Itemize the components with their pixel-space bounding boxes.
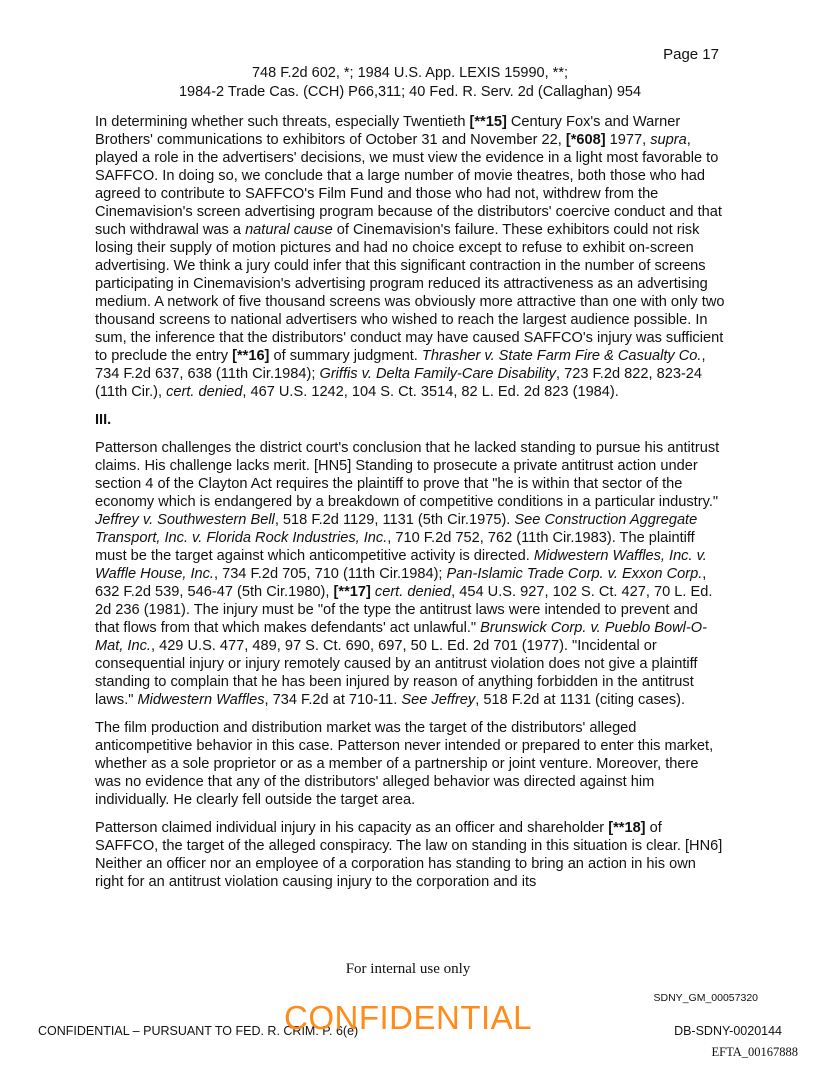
italic-term: cert. denied: [374, 584, 452, 600]
opinion-body: [95, 113, 725, 901]
bates-sdny-gm: SDNY_GM_00057320: [653, 992, 758, 1004]
text: of SAFFCO, the target of the alleged conspiracy. The law on standing in this situation is clear. [HN6] Neither an officer nor an employee of a corporation has standing to bring an action in his own right for an antitrust violation causing injury to the corporation and its: [95, 820, 723, 890]
confidential-notice: CONFIDENTIAL – PURSUANT TO FED. R. CRIM. P. 6(e): [38, 1024, 359, 1038]
text: , played a role in the advertisers' decisions, we must view the evidence in a light most favorable to SAFFCO. In doing so, we conclude that a large number of movie theatres, both those who had agreed to contribute to SAFFCO's Film Fund and those who had not, withdrew from the Cinemavision's screen advertising program because of the distributors' coercive conduct and that such withdrawal was a: [95, 132, 722, 238]
internal-use-note: For internal use only: [345, 961, 471, 977]
page-marker: [**18]: [608, 820, 646, 836]
case-name: Jeffrey v. Southwestern Bell: [95, 512, 275, 528]
text: In determining whether such threats, especially Twentieth: [95, 114, 470, 130]
text: , 632 F.2d 539, 546-47 (5th Cir.1980),: [95, 566, 707, 600]
paragraph-2: [95, 439, 725, 709]
case-name: See Jeffrey: [401, 692, 476, 708]
text: , 723 F.2d 822, 823-24 (11th Cir.),: [95, 366, 703, 400]
text: , 518 F.2d at 1131 (citing cases).: [475, 692, 686, 708]
italic-term: supra: [650, 132, 687, 148]
case-name: Midwestern Waffles, Inc. v. Waffle House, Inc.: [95, 548, 707, 582]
page-marker: [**17]: [333, 584, 371, 600]
text: , 734 F.2d 637, 638 (11th Cir.1984);: [95, 348, 706, 382]
text: , 710 F.2d 752, 762 (11th Cir.1983). The plaintiff must be the target against which anticompetitive activity is directed.: [95, 530, 695, 564]
case-citation: [60, 64, 760, 102]
text: Patterson challenges the district court's conclusion that he lacked standing to pursue his antitrust claims. His challenge lacks merit. [HN5] Standing to prosecute a private antitrust action under section 4 of the Clayton Act requires the plaintiff to prove that "he is within that sector of the economy which is endangered by a breakdown of competitive conditions in a particular industry.": [95, 440, 720, 510]
paragraph-1: [95, 113, 725, 401]
text: Patterson claimed individual injury in his capacity as an officer and shareholder: [95, 820, 609, 836]
text: 1977,: [605, 132, 651, 148]
case-name: Pan-Islamic Trade Corp. v. Exxon Corp.: [446, 566, 703, 582]
page-number: Page 17: [663, 46, 719, 63]
page-marker: [*608]: [565, 132, 606, 148]
text: Century Fox's and Warner Brothers' communications to exhibitors of October 31 and November 22,: [95, 114, 681, 148]
citation-line-2: 1984-2 Trade Cas. (CCH) P66,311; 40 Fed. R. Serv. 2d (Callaghan) 954: [178, 84, 642, 100]
page-marker: [**16]: [232, 348, 270, 364]
italic-term: natural cause: [245, 222, 333, 238]
case-name: Midwestern Waffles: [137, 692, 265, 708]
page-marker: [**15]: [469, 114, 507, 130]
bates-db-sdny: DB-SDNY-0020144: [674, 1024, 782, 1038]
text: , 734 F.2d at 710-11.: [264, 692, 402, 708]
text: of summary judgment.: [269, 348, 422, 364]
paragraph-4: [95, 819, 725, 891]
text: , 518 F.2d 1129, 1131 (5th Cir.1975).: [274, 512, 515, 528]
confidential-watermark: CONFIDENTIAL: [283, 999, 533, 1036]
text: , 734 F.2d 705, 710 (11th Cir.1984);: [213, 566, 447, 582]
text: , 467 U.S. 1242, 104 S. Ct. 3514, 82 L. Ed. 2d 823 (1984).: [242, 384, 619, 400]
text: , 429 U.S. 477, 489, 97 S. Ct. 690, 697, 50 L. Ed. 2d 701 (1977). "Incidental or consequential injury or injury remotely caused by an antitrust violation does not give a plaintiff standing to complain that he has been injured by reason of anything forbidden in the antitrust laws.": [95, 638, 698, 708]
case-name: Brunswick Corp. v. Pueblo Bowl-O-Mat, Inc.: [95, 620, 707, 654]
citation-line-1: 748 F.2d 602, *; 1984 U.S. App. LEXIS 15990, **;: [251, 65, 568, 81]
paragraph-3: The film production and distribution market was the target of the distributors' alleged anticompetitive behavior in this case. Patterson never intended or prepared to enter this market, whether as a sole proprietor or as a member of a partnership or joint venture. Moreover, there was no evidence that any of the distributors' alleged behavior was directed against him individually. He clearly fell outside the target area.: [95, 720, 714, 808]
efta-number: EFTA_00167888: [711, 1045, 798, 1059]
case-name: Griffis v. Delta Family-Care Disability: [319, 366, 556, 382]
text: , 454 U.S. 927, 102 S. Ct. 427, 70 L. Ed. 2d 236 (1981). The injury must be "of the type the antitrust laws were intended to prevent and that flows from that which makes defendants' act unlawful.": [95, 584, 713, 636]
italic-term: cert. denied: [166, 384, 243, 400]
text: of Cinemavision's failure. These exhibitors could not risk losing their supply of motion pictures and had no choice except to refuse to exhibit on-screen advertising. We think a jury could infer that this significant contraction in the number of screens participating in Cinemavision's advertising program reduced its attractiveness as an advertising medium. A network of five thousand screens was obviously more attractive than one with only two thousand screens to national advertisers who wished to reach the largest audience possible. In sum, the inference that the distributors' conduct may have caused SAFFCO's injury was sufficient to preclude the entry: [95, 222, 725, 364]
case-name: Thrasher v. State Farm Fire & Casualty Co.: [421, 348, 702, 364]
section-heading: III.: [95, 412, 112, 428]
case-name: See Construction Aggregate Transport, Inc. v. Florida Rock Industries, Inc.: [95, 512, 698, 546]
